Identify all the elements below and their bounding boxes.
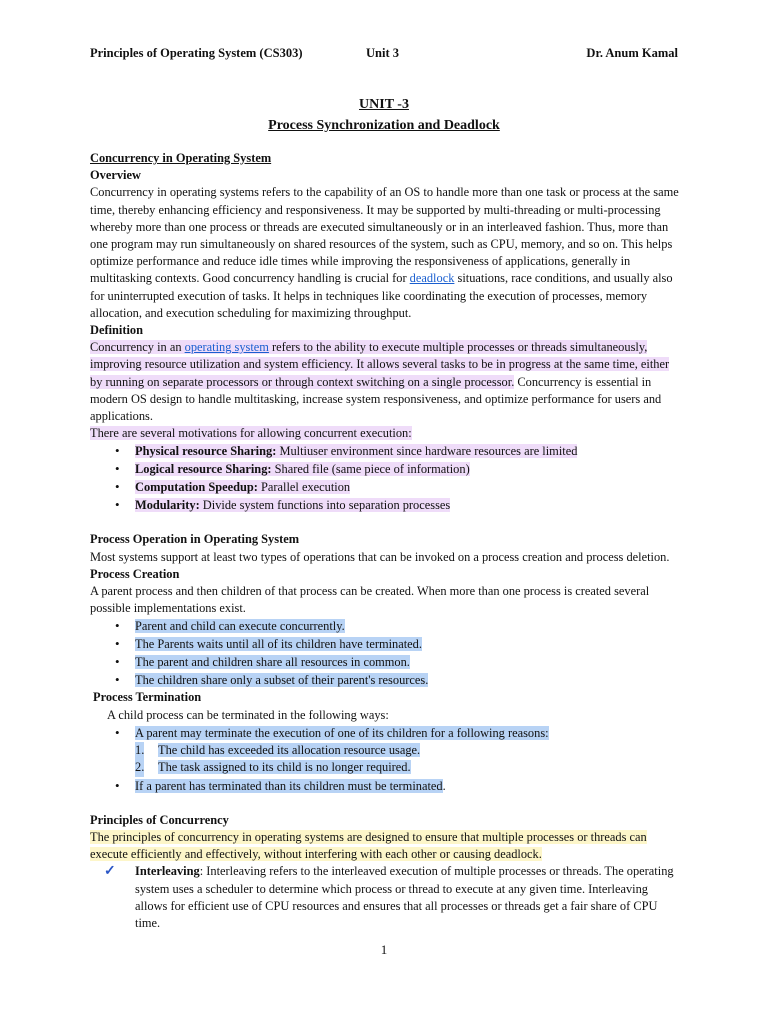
document-body <box>90 150 680 932</box>
creation-list <box>90 617 680 689</box>
bullet-icon: • <box>115 618 120 634</box>
operating-system-link[interactable]: operating system <box>184 340 269 355</box>
list-item: • The parent and children share all resources in common. <box>115 654 410 670</box>
subheading-definition: Definition <box>90 323 144 338</box>
bullet-icon: • <box>115 654 120 670</box>
list-item: • Physical resource Sharing: Multiuser environment since hardware resources are limited <box>115 443 578 459</box>
list-item: • The Parents waits until all of its children have terminated. <box>115 636 422 652</box>
bullet-icon: • <box>115 461 120 477</box>
topic-title: Process Synchronization and Deadlock <box>268 118 500 133</box>
deadlock-link[interactable]: deadlock <box>409 271 455 286</box>
bullet-icon: • <box>115 497 120 513</box>
list-item: 2. The task assigned to its child is no longer required. <box>90 759 680 776</box>
list-item: ✓ Interleaving: Interleaving refers to the interleaved execution of multiple processes or threads. The operating system uses a scheduler to determine which process or thread to execute at any given time. Interleaving allows for efficient use of CPU resources and ensures that all processes or threads get a fair share of CPU time. <box>104 864 674 930</box>
subheading-process-creation: Process Creation <box>90 566 180 581</box>
bullet-icon: • <box>115 724 120 740</box>
termination-list-end <box>90 777 680 795</box>
bullet-icon: • <box>115 479 120 495</box>
subheading-process-termination: Process Termination <box>93 690 202 705</box>
page-number: 1 <box>380 942 388 957</box>
list-item: • A parent may terminate the execution of one of its children for a following reasons: <box>115 724 549 740</box>
list-item: • Parent and child can execute concurrently. <box>115 618 345 634</box>
list-item: • The children share only a subset of their parent's resources. <box>115 672 429 688</box>
process-creation-paragraph: A parent process and then children of that process can be created. When more than one process is created several possible implementations exist. <box>90 584 650 616</box>
list-item: • Modularity: Divide system functions into separation processes <box>115 497 451 513</box>
bullet-icon: • <box>115 777 120 793</box>
header-author: Dr. Anum Kamal <box>586 46 678 60</box>
section-heading-process-operation: Process Operation in Operating System <box>90 532 300 547</box>
overview-paragraph: Concurrency in operating systems refers to the capability of an OS to handle more than one task or process at the same time, thereby enhancing efficiency and responsiveness. It may be supported by multi-threading or multi-processing whereby more than one process or threads are executed simultaneously or in an interleaved fashion. Thus, more than one program may run simultaneously on shared resources of the system, such as CPU, memory, and so on. This helps optimize performance and reduce idle times while improving the responsiveness of applications, generally in multitasking contexts. Good concurrency handling is crucial for deadlock situations, race conditions, and usually also for uninterrupted execution of tasks. It helps in techniques like coordinating the execution of processes, memory allocation, and execution scheduling for maximizing throughput. <box>90 185 679 320</box>
principles-intro: The principles of concurrency in operating systems are designed to ensure that multiple processes or threads can execute efficiently and effectively, without interfering with each other or causing deadlock. <box>90 829 647 862</box>
termination-reasons-list <box>90 742 680 777</box>
header-unit: Unit 3 <box>366 46 399 60</box>
definition-paragraph: Concurrency in an operating system refers to the ability to execute multiple processes or threads simultaneously, improving resource utilization and system efficiency. It allows several tasks to be in progress at the same time, either by running on separate processors or through context switching on a single processor. Concurrency is essential in modern OS design to handle multitasking, increase system responsiveness, and optimize performance for users and applications. <box>90 340 670 424</box>
section-heading-concurrency: Concurrency in Operating System <box>90 151 272 165</box>
motivations-intro: There are several motivations for allowing concurrent execution: <box>90 426 412 441</box>
bullet-icon: • <box>115 672 120 688</box>
unit-title: UNIT -3 <box>359 97 409 112</box>
document-title <box>90 94 678 136</box>
process-termination-paragraph: A child process can be terminated in the following ways: <box>107 707 389 722</box>
list-item: • Logical resource Sharing: Shared file (same piece of information) <box>115 461 470 477</box>
motivations-list <box>90 442 680 514</box>
check-icon: ✓ <box>104 864 116 880</box>
list-item: • Computation Speedup: Parallel execution <box>115 479 351 495</box>
list-item: • If a parent has terminated than its children must be terminated. <box>115 777 446 793</box>
subheading-overview: Overview <box>90 168 141 183</box>
bullet-icon: • <box>115 636 120 652</box>
termination-list <box>90 724 680 742</box>
bullet-icon: • <box>115 443 120 459</box>
process-ops-intro: Most systems support at least two types of operations that can be invoked on a process creation and process deletion. <box>90 549 670 564</box>
section-heading-principles: Principles of Concurrency <box>90 812 229 827</box>
list-item: 1. The child has exceeded its allocation resource usage. <box>90 742 680 759</box>
header-course: Principles of Operating System (CS303) <box>90 46 303 60</box>
